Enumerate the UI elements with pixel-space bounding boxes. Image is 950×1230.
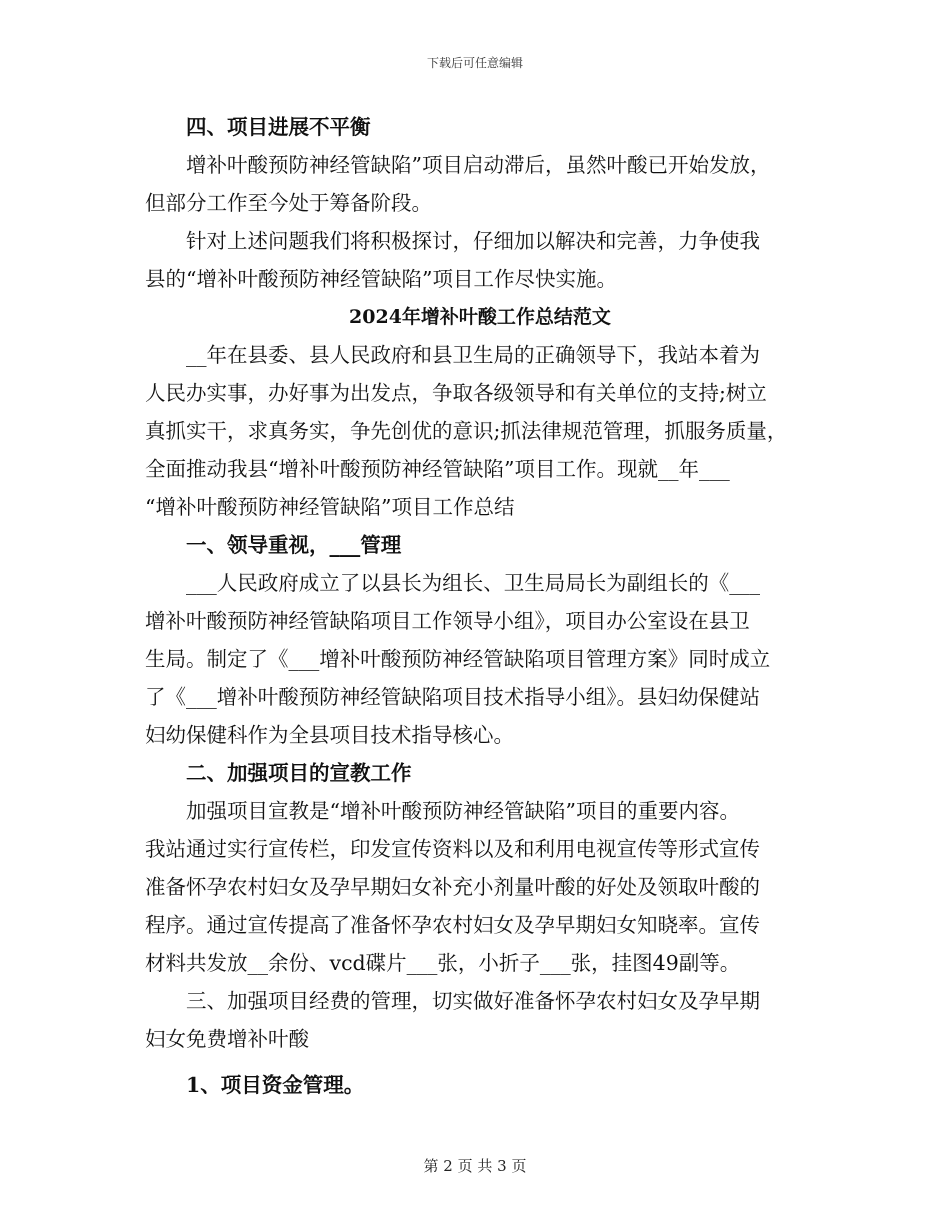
text-line: 程序。通过宣传提高了准备怀孕农村妇女及孕早期妇女知晓率。宣传 (145, 913, 760, 937)
text-line: 生局。制定了《___增补叶酸预防神经管缺陷项目管理方案》同时成立 (145, 647, 771, 671)
text-line: 1、项目资金管理。 (186, 1073, 365, 1097)
text-line: 针对上述问题我们将积极探讨，仔细加以解决和完善，力争使我 (186, 229, 760, 253)
text-line: 四、项目进展不平衡 (186, 115, 371, 139)
text-line: 准备怀孕农村妇女及孕早期妇女补充小剂量叶酸的好处及领取叶酸的 (145, 875, 760, 899)
text-line: 县的“增补叶酸预防神经管缺陷”项目工作尽快实施。 (145, 267, 617, 291)
page-footer-number: 第 2 页 共 3 页 (423, 1157, 527, 1175)
text-line: ___人民政府成立了以县长为组长、卫生局局长为副组长的《___ (186, 571, 760, 595)
text-line: 加强项目宣教是“增补叶酸预防神经管缺陷”项目的重要内容。 (186, 799, 740, 823)
text-line: 材料共发放__余份、vcd碟片___张，小折子___张，挂图49副等。 (145, 951, 741, 975)
text-line: 但部分工作至今处于筹备阶段。 (145, 191, 432, 215)
text-line: 妇幼保健科作为全县项目技术指导核心。 (145, 723, 514, 747)
section-title: 2024年增补叶酸工作总结范文 (349, 306, 611, 328)
text-line: 三、加强项目经费的管理，切实做好准备怀孕农村妇女及孕早期 (186, 989, 760, 1013)
page-header-note: 下载后可任意编辑 (426, 56, 523, 70)
text-line: 一、领导重视，___管理 (186, 533, 402, 557)
text-line: 人民办实事，办好事为出发点，争取各级领导和有关单位的支持;树立 (145, 381, 767, 405)
text-line: 真抓实干，求真务实，争先创优的意识;抓法律规范管理，抓服务质量， (145, 419, 788, 443)
text-line: 妇女免费增补叶酸 (145, 1027, 309, 1051)
text-line: 全面推动我县“增补叶酸预防神经管缺陷”项目工作。现就__年___ (145, 457, 730, 481)
text-line: 增补叶酸预防神经管缺陷”项目启动滞后，虽然叶酸已开始发放， (186, 153, 771, 177)
text-line: 我站通过实行宣传栏，印发宣传资料以及和利用电视宣传等形式宣传 (145, 837, 760, 861)
text-line: 了《___增补叶酸预防神经管缺陷项目技术指导小组》。县妇幼保健站 (145, 685, 760, 709)
text-line: __年在县委、县人民政府和县卫生局的正确领导下，我站本着为 (186, 343, 760, 367)
text-line: 增补叶酸预防神经管缺陷项目工作领导小组》，项目办公室设在县卫 (145, 609, 750, 633)
text-line: “增补叶酸预防神经管缺陷”项目工作总结 (145, 495, 515, 519)
text-line: 二、加强项目的宣教工作 (186, 761, 412, 785)
